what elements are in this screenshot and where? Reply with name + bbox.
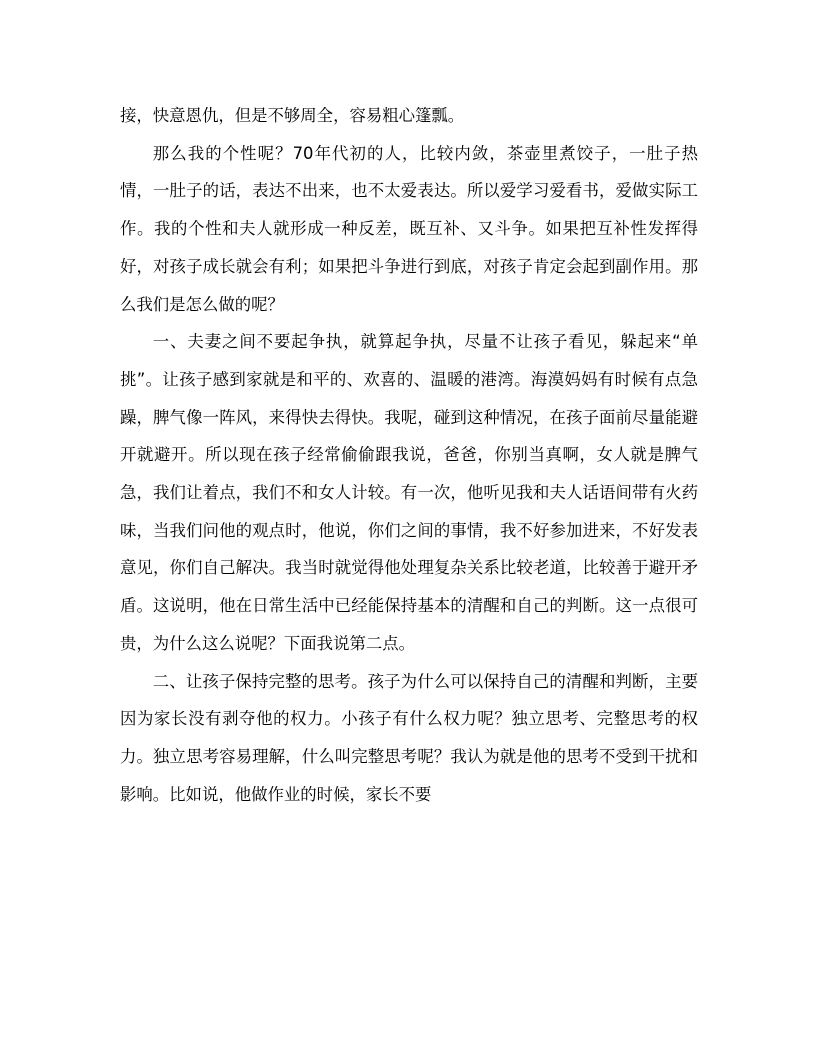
paragraph-1: 接，快意恩仇，但是不够周全，容易粗心篷瓢。 <box>120 106 465 125</box>
document-body <box>120 97 698 813</box>
paragraph-2: 那么我的个性呢？70年代初的人，比较内敛，茶壶里煮饺子，一肚子热情，一肚子的话，表达不出来，也不太爱表达。所以爱学习爱看书，爱做实际工作。我的个性和夫人就形成一种反差，既互补、又斗争。如果把互补性发挥得好，对孩子成长就会有利；如果把斗争进行到底，对孩子肯定会起到副作用。那么我们是怎么做的呢？ <box>120 143 698 314</box>
paragraph-3: 一、夫妻之间不要起争执，就算起争执，尽量不让孩子看见，躲起来“单挑”。让孩子感到家就是和平的、欢喜的、温暖的港湾。海漠妈妈有时候有点急躁，脾气像一阵风，来得快去得快。我呢，碰到这种情况，在孩子面前尽量能避开就避开。所以现在孩子经常偷偷跟我说，爸爸，你别当真啊，女人就是脾气急，我们让着点，我们不和女人计较。有一次，他听见我和夫人话语间带有火药味，当我们问他的观点时，他说，你们之间的事情，我不好参加进来，不好发表意见，你们自己解决。我当时就觉得他处理复杂关系比较老道，比较善于避开矛盾。这说明，他在日常生活中已经能保持基本的清醒和自己的判断。这一点很可贵，为什么这么说呢？下面我说第二点。 <box>120 332 698 653</box>
paragraph-4: 二、让孩子保持完整的思考。孩子为什么可以保持自己的清醒和判断，主要因为家长没有剥夺他的权力。小孩子有什么权力呢？独立思考、完整思考的权力。独立思考容易理解，什么叫完整思考呢？我认为就是他的思考不受到干扰和影响。比如说，他做作业的时候，家长不要 <box>120 671 698 804</box>
